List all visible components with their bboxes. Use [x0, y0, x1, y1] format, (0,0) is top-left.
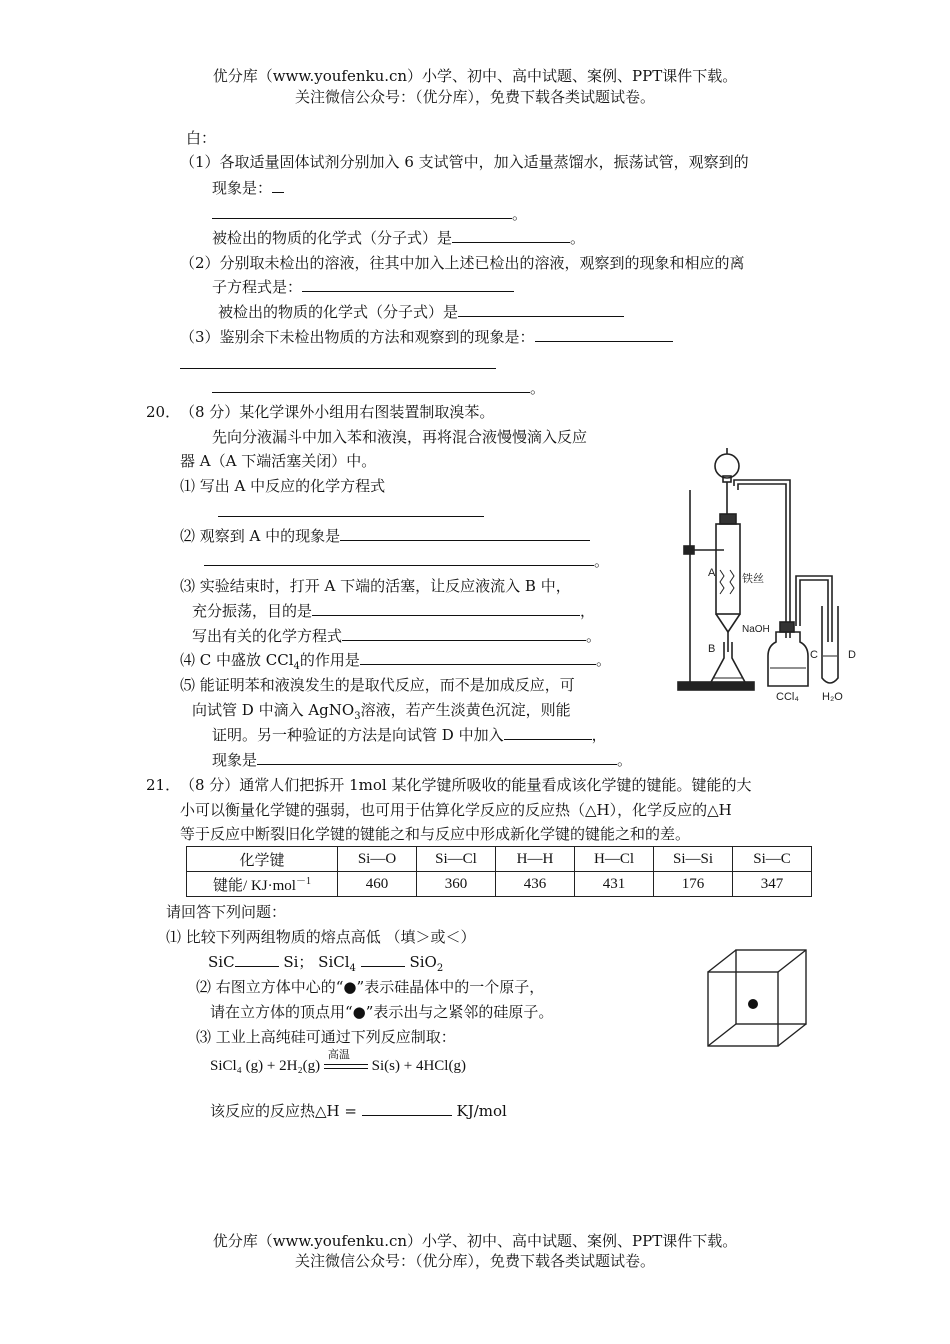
energy-cell: 436 [496, 872, 575, 897]
reaction-equation [210, 1047, 466, 1077]
footer-line-2: 关注微信公众号：（优分库），免费下载各类试题试卷。 [294, 1252, 655, 1270]
bond-energy-table [186, 846, 812, 897]
q21-line2: 小可以衡量化学键的强弱，也可用于估算化学反应的反应热（△H），化学反应的△H [180, 801, 732, 819]
q19-part2: （2）分别取未检出的溶液，往其中加入上述已检出的溶液，观察到的现象和相应的离 [180, 254, 745, 272]
q20-intro: （8 分）某化学课外小组用右图装置制取溴苯。 [180, 403, 495, 421]
q21-line3: 等于反应中断裂旧化学键的键能之和与反应中形成新化学键的键能之和的差。 [180, 825, 691, 843]
table-row [187, 847, 812, 872]
q21-ask: 请回答下列问题： [166, 903, 287, 921]
silicon-cube-diagram [696, 946, 812, 1054]
footer-line-1: 优分库（www.youfenku.cn）小学、初中、高中试题、案例、PPT课件下载。 [212, 1232, 738, 1250]
q20-part3: ⑶ 实验结束时，打开 A 下端的活塞，让反应液流入 B 中， [180, 577, 571, 595]
label-c: C [810, 649, 818, 661]
q20-part3-line3: 写出有关的化学方程式 。 [192, 627, 602, 645]
header-line-2: 关注微信公众号：（优分库），免费下载各类试题试卷。 [294, 88, 655, 106]
bond-cell: H—H [496, 847, 575, 872]
table-row [187, 872, 812, 897]
q20-part3-line2: 充分振荡，目的是 ， [192, 602, 596, 620]
answer-blank[interactable] [212, 378, 530, 393]
answer-blank[interactable] [361, 952, 405, 967]
q20-part2: ⑵ 观察到 A 中的现象是 [180, 526, 590, 546]
answer-blank[interactable] [204, 551, 594, 566]
energy-cell: 431 [575, 872, 654, 897]
table-header-cell: 化学键 [187, 847, 338, 872]
energy-cell: 176 [654, 872, 733, 897]
bond-cell: Si—Si [654, 847, 733, 872]
header-line-1: 优分库（www.youfenku.cn）小学、初中、高中试题、案例、PPT课件下载。 [212, 67, 738, 85]
answer-blank[interactable] [218, 502, 484, 517]
table-row-label: 键能/ KJ·mol$^{-1}$ [187, 872, 338, 897]
answer-blank[interactable] [302, 277, 514, 292]
answer-blank[interactable] [504, 725, 592, 740]
answer-blank[interactable] [257, 750, 617, 765]
q19-part2-line3: 被检出的物质的化学式（分子式）是 [218, 302, 624, 322]
high-temperature-arrow [324, 1047, 368, 1077]
answer-blank[interactable] [340, 526, 590, 541]
answer-blank[interactable] [535, 327, 673, 342]
answer-blank[interactable] [458, 302, 624, 317]
label-b: B [708, 643, 716, 655]
cube-front-face [708, 972, 778, 1046]
q20-number: 20． [146, 403, 181, 421]
label-a: A [708, 567, 716, 579]
label-ccl4: CCl₄ [776, 691, 799, 702]
q20-line1: 先向分液漏斗中加入苯和液溴，再将混合液慢慢滴入反应 [212, 428, 588, 446]
equation-left: SiCl₄ (g) + 2H₂(g) [210, 1058, 321, 1074]
q20-part5-line4: 现象是 。 [212, 751, 633, 769]
bond-cell: H—Cl [575, 847, 654, 872]
bromobenzene-apparatus-diagram [672, 446, 868, 702]
energy-cell: 360 [417, 872, 496, 897]
answer-blank[interactable] [362, 1101, 452, 1116]
q19-part3: （3）鉴别余下未检出物质的方法和观察到的现象是： [180, 327, 673, 347]
q21-enthalpy: 该反应的反应热△H = KJ/mol [210, 1102, 507, 1120]
answer-blank[interactable] [360, 650, 596, 665]
q20-part1: ⑴ 写出 A 中反应的化学方程式 [180, 477, 386, 495]
answer-blank[interactable] [452, 228, 570, 243]
answer-blank[interactable] [212, 204, 512, 219]
q19-part3-line2 [180, 354, 496, 374]
q21-part3: ⑶ 工业上高纯硅可通过下列反应制取： [196, 1028, 456, 1046]
q19-part1-line3: 。 [212, 204, 527, 224]
q21-line1: （8 分）通常人们把拆开 1mol 某化学键所吸收的能量看成该化学键的键能。键能的大 [180, 776, 752, 794]
q20-part5-line3: 证明。另一种验证的方法是向试管 D 中加入 ， [212, 726, 607, 744]
q20-part5-line2: 向试管 D 中滴入 AgNO$_3$溶液，若产生淡黄色沉淀，则能 [192, 701, 571, 722]
q21-part2-line2: 请在立方体的顶点用“●”表示出与之紧邻的硅原子。 [210, 1003, 554, 1021]
answer-blank[interactable] [342, 626, 586, 641]
q19-part1-line2: 现象是： [212, 178, 284, 198]
q21-number: 21． [146, 776, 181, 794]
q19-part3-line3: 。 [212, 378, 545, 398]
q20-part5: ⑸ 能证明苯和液溴发生的是取代反应，而不是加成反应，可 [180, 676, 575, 694]
label-iron-wire: 铁丝 [742, 572, 764, 585]
answer-blank[interactable] [180, 354, 496, 369]
center-atom [748, 999, 758, 1009]
equation-right: Si(s) + 4HCl(g) [371, 1058, 466, 1074]
q20-part4: ⑷ C 中盛放 CCl$_4$的作用是 。 [180, 651, 611, 672]
label-d: D [848, 649, 856, 661]
label-naoh: NaOH [742, 624, 770, 635]
q19-part1-line4: 被检出的物质的化学式（分子式）是 。 [212, 229, 586, 247]
q19-line-0: 白： [186, 129, 217, 147]
q20-line2: 器 A（A 下端活塞关闭）中。 [180, 452, 377, 470]
q19-part2-line2: 子方程式是： [212, 277, 514, 297]
q21-part1-compare: SiC Si； SiCl$_4$ SiO$_2$ [208, 953, 444, 974]
cube-back-face [736, 950, 806, 1024]
bond-cell: Si—O [338, 847, 417, 872]
label-h2o: H₂O [822, 691, 843, 702]
q19-part1: （1）各取适量固体试剂分别加入 6 支试管中，加入适量蒸馏水，振荡试管，观察到的 [180, 153, 749, 171]
q20-part2-line2: 。 [204, 551, 609, 571]
energy-cell: 460 [338, 872, 417, 897]
energy-cell: 347 [733, 872, 812, 897]
q20-part1-blank [218, 502, 484, 522]
q21-part1: ⑴ 比较下列两组物质的熔点高低 （填＞或＜） [166, 928, 476, 946]
answer-blank[interactable] [235, 952, 279, 967]
answer-blank[interactable] [272, 178, 284, 193]
condition-label: 高温 [327, 1047, 350, 1061]
bond-cell: Si—Cl [417, 847, 496, 872]
q21-part2: ⑵ 右图立方体中心的“●”表示硅晶体中的一个原子， [196, 978, 545, 996]
bond-cell: Si—C [733, 847, 812, 872]
answer-blank[interactable] [312, 601, 580, 616]
